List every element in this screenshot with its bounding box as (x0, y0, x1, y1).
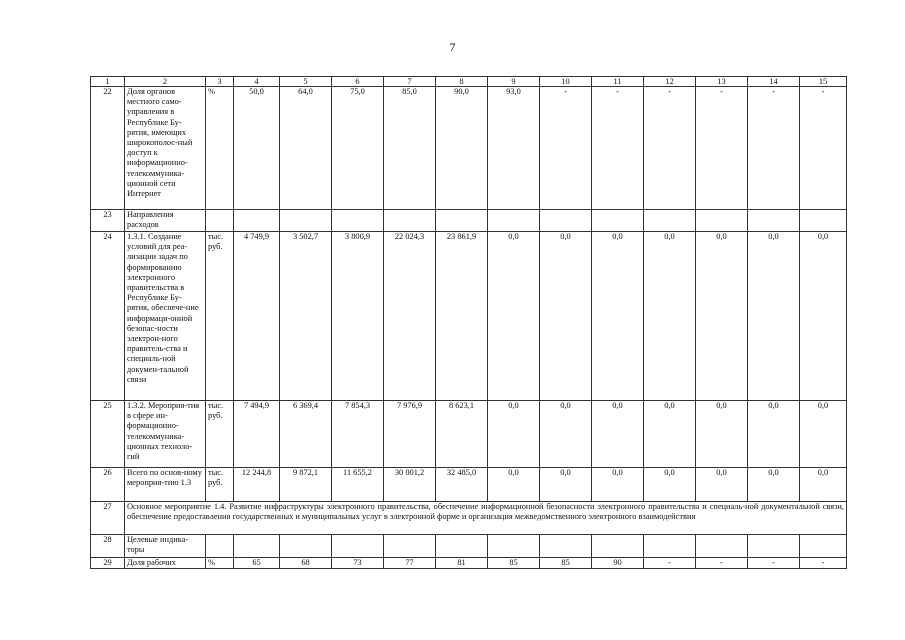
page-number: 7 (449, 40, 456, 54)
value-cell: 0,0 (696, 401, 748, 468)
table-row (91, 232, 847, 401)
header-cell: 15 (800, 77, 847, 87)
value-cell: - (540, 87, 592, 210)
value-cell: 0,0 (540, 232, 592, 401)
row-name: Доля органов местного само-управления в Республике Бу-рятия, имеющих широкополос-ный доступ к информационно-телекоммуника-ционной сети Интернет (125, 87, 206, 210)
value-cell: 0,0 (488, 468, 540, 502)
value-cell: 0,0 (748, 401, 800, 468)
value-cell: 0,0 (800, 401, 847, 468)
table-row (91, 468, 847, 502)
row-unit: % (206, 558, 234, 569)
value-cell: 75,0 (332, 87, 384, 210)
value-cell: 8 623,1 (436, 401, 488, 468)
value-cell: 64,0 (280, 87, 332, 210)
header-cell: 1 (91, 77, 125, 87)
value-cell: 50,0 (234, 87, 280, 210)
header-cell: 6 (332, 77, 384, 87)
table-row (91, 401, 847, 468)
row-number: 24 (91, 232, 125, 401)
row-name: 1.3.1. Создание условий для реа-лизации задач по формированию электронного правительства в Республике Бу-рятия, обеспече-ние информаци-онной безопас-ности электрон-ного правитель-ства и специаль-ной докумен-тальной связи (125, 232, 206, 401)
header-cell: 3 (206, 77, 234, 87)
row-name: Доля рабочих (125, 558, 206, 569)
value-cell: 0,0 (696, 232, 748, 401)
row-name: Направления расходов (125, 210, 206, 232)
value-cell: 85 (540, 558, 592, 569)
header-cell: 10 (540, 77, 592, 87)
value-cell: 0,0 (800, 468, 847, 502)
value-cell: 0,0 (644, 468, 696, 502)
value-cell: 23 861,9 (436, 232, 488, 401)
value-cell: 0,0 (488, 232, 540, 401)
value-cell: 4 749,9 (234, 232, 280, 401)
value-cell: 90,0 (436, 87, 488, 210)
header-row (91, 77, 847, 87)
value-cell: - (748, 87, 800, 210)
value-cell: 0,0 (800, 232, 847, 401)
row-number: 28 (91, 535, 125, 558)
value-cell: 0,0 (696, 468, 748, 502)
value-cell: 7 494,9 (234, 401, 280, 468)
row-number: 26 (91, 468, 125, 502)
row-unit: тыс. руб. (206, 468, 234, 502)
value-cell: 32 485,0 (436, 468, 488, 502)
value-cell: 0,0 (748, 232, 800, 401)
value-cell: 85 (488, 558, 540, 569)
value-cell: - (800, 558, 847, 569)
row-name: 1.3.2. Мероприя-тия в сфере ин-формационно-телекоммуника-ционных техноло-гий (125, 401, 206, 468)
value-cell: - (592, 87, 644, 210)
value-cell: - (644, 87, 696, 210)
value-cell: 6 369,4 (280, 401, 332, 468)
row-number: 22 (91, 87, 125, 210)
header-cell: 9 (488, 77, 540, 87)
row-number: 29 (91, 558, 125, 569)
value-cell: 0,0 (592, 232, 644, 401)
header-cell: 7 (384, 77, 436, 87)
value-cell: 22 024,3 (384, 232, 436, 401)
header-cell: 8 (436, 77, 488, 87)
value-cell: 0,0 (748, 468, 800, 502)
section-heading: Основное мероприятие 1.4. Развитие инфраструктуры электронного правительства, обеспечение информационной безопасности электронного правительства и специаль-ной документальной связи, обеспечение предоставления государственных и муниципальных услуг в электронной форме и организация межведомственного электронного взаимодействия (125, 502, 847, 535)
row-unit: тыс. руб. (206, 232, 234, 401)
value-cell: - (696, 558, 748, 569)
header-cell: 12 (644, 77, 696, 87)
value-cell: - (748, 558, 800, 569)
indicator-table (90, 76, 847, 569)
table-row (91, 502, 847, 535)
row-unit: % (206, 87, 234, 210)
value-cell: - (696, 87, 748, 210)
value-cell: 3 800,9 (332, 232, 384, 401)
header-cell: 4 (234, 77, 280, 87)
value-cell: 90 (592, 558, 644, 569)
value-cell: 81 (436, 558, 488, 569)
value-cell: 0,0 (644, 401, 696, 468)
row-number: 27 (91, 502, 125, 535)
table-row (91, 535, 847, 558)
value-cell: 0,0 (592, 401, 644, 468)
value-cell: 0,0 (540, 468, 592, 502)
value-cell: 77 (384, 558, 436, 569)
header-cell: 13 (696, 77, 748, 87)
table-row (91, 558, 847, 569)
value-cell: 85,0 (384, 87, 436, 210)
row-name: Всего по основ-ному мероприя-тию 1.3 (125, 468, 206, 502)
row-number: 23 (91, 210, 125, 232)
value-cell: 65 (234, 558, 280, 569)
value-cell: 3 502,7 (280, 232, 332, 401)
value-cell: 9 872,1 (280, 468, 332, 502)
value-cell: 0,0 (488, 401, 540, 468)
header-cell: 14 (748, 77, 800, 87)
value-cell: 12 244,8 (234, 468, 280, 502)
row-name: Целевые индика-торы (125, 535, 206, 558)
table-row (91, 210, 847, 232)
value-cell: 73 (332, 558, 384, 569)
value-cell: 30 001,2 (384, 468, 436, 502)
value-cell: 68 (280, 558, 332, 569)
value-cell: 7 854,3 (332, 401, 384, 468)
table-row (91, 87, 847, 210)
value-cell: - (800, 87, 847, 210)
header-cell: 2 (125, 77, 206, 87)
row-unit: тыс. руб. (206, 401, 234, 468)
value-cell: 0,0 (540, 401, 592, 468)
value-cell: 93,0 (488, 87, 540, 210)
value-cell: 0,0 (592, 468, 644, 502)
value-cell: 0,0 (644, 232, 696, 401)
value-cell: 11 655,2 (332, 468, 384, 502)
header-cell: 11 (592, 77, 644, 87)
header-cell: 5 (280, 77, 332, 87)
row-number: 25 (91, 401, 125, 468)
value-cell: 7 976,9 (384, 401, 436, 468)
value-cell: - (644, 558, 696, 569)
